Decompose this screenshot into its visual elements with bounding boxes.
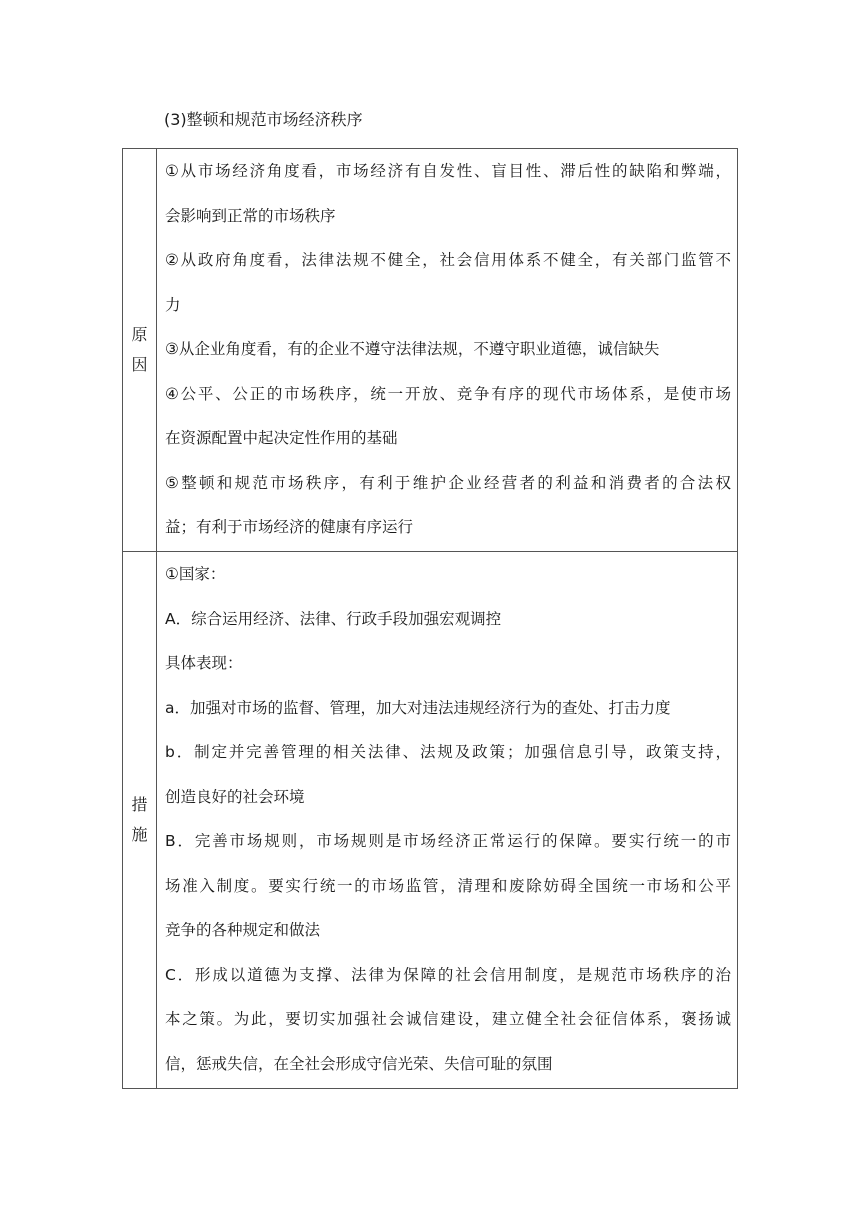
section-heading: (3)整顿和规范市场经济秩序 — [164, 110, 363, 129]
reasons-line: 力 — [165, 295, 181, 314]
content-table — [122, 148, 738, 1089]
measures-line: a．加强对市场的监督、管理，加大对违法违规经济行为的查处、打击力度 — [165, 698, 671, 717]
reasons-line: 会影响到正常的市场秩序 — [165, 206, 336, 225]
table-row-reasons — [123, 149, 738, 552]
reasons-line: 益；有利于市场经济的健康有序运行 — [165, 518, 414, 536]
reasons-line: ①从市场经济角度看，市场经济有自发性、盲目性、滞后性的缺陷和弊端， — [165, 162, 731, 180]
reasons-line: ④公平、公正的市场秩序，统一开放、竞争有序的现代市场体系，是使市场 — [165, 384, 731, 403]
measures-line: 竞争的各种规定和做法 — [165, 921, 321, 939]
reasons-line: ③从企业角度看，有的企业不遵守法律法规，不遵守职业道德，诚信缺失 — [165, 340, 660, 358]
reasons-line: 在资源配置中起决定性作用的基础 — [165, 429, 398, 447]
measures-label-char: 措 — [131, 795, 148, 814]
measures-line: 具体表现： — [165, 654, 243, 672]
measures-line: B．完善市场规则，市场规则是市场经济正常运行的保障。要实行统一的市 — [165, 832, 731, 850]
measures-line: b．制定并完善管理的相关法律、法规及政策；加强信息引导，政策支持， — [165, 743, 731, 761]
table-row-measures — [123, 552, 738, 1089]
reasons-label-char: 原 — [131, 325, 148, 344]
reasons-label-char: 因 — [131, 355, 148, 374]
measures-line: C．形成以道德为支撑、法律为保障的社会信用制度，是规范市场秩序的治 — [165, 965, 731, 984]
reasons-line: ⑤整顿和规范市场秩序，有利于维护企业经营者的利益和消费者的合法权 — [165, 473, 731, 492]
reasons-label-cell — [123, 149, 157, 552]
measures-line: 创造良好的社会环境 — [165, 787, 305, 806]
measures-line: 信，惩戒失信，在全社会形成守信光荣、失信可耻的氛围 — [165, 1054, 553, 1073]
reasons-content-cell — [157, 149, 738, 552]
measures-label-char: 施 — [131, 825, 148, 844]
measures-label-cell — [123, 552, 157, 1089]
measures-content-cell — [157, 552, 738, 1089]
measures-line: 本之策。为此，要切实加强社会诚信建设，建立健全社会征信体系，褒扬诚 — [165, 1010, 731, 1028]
measures-line: A．综合运用经济、法律、行政手段加强宏观调控 — [165, 609, 502, 628]
reasons-line: ②从政府角度看，法律法规不健全，社会信用体系不健全，有关部门监管不 — [165, 251, 731, 269]
measures-line: ①国家： — [165, 565, 226, 583]
measures-line: 场准入制度。要实行统一的市场监管，清理和废除妨碍全国统一市场和公平 — [165, 876, 731, 895]
